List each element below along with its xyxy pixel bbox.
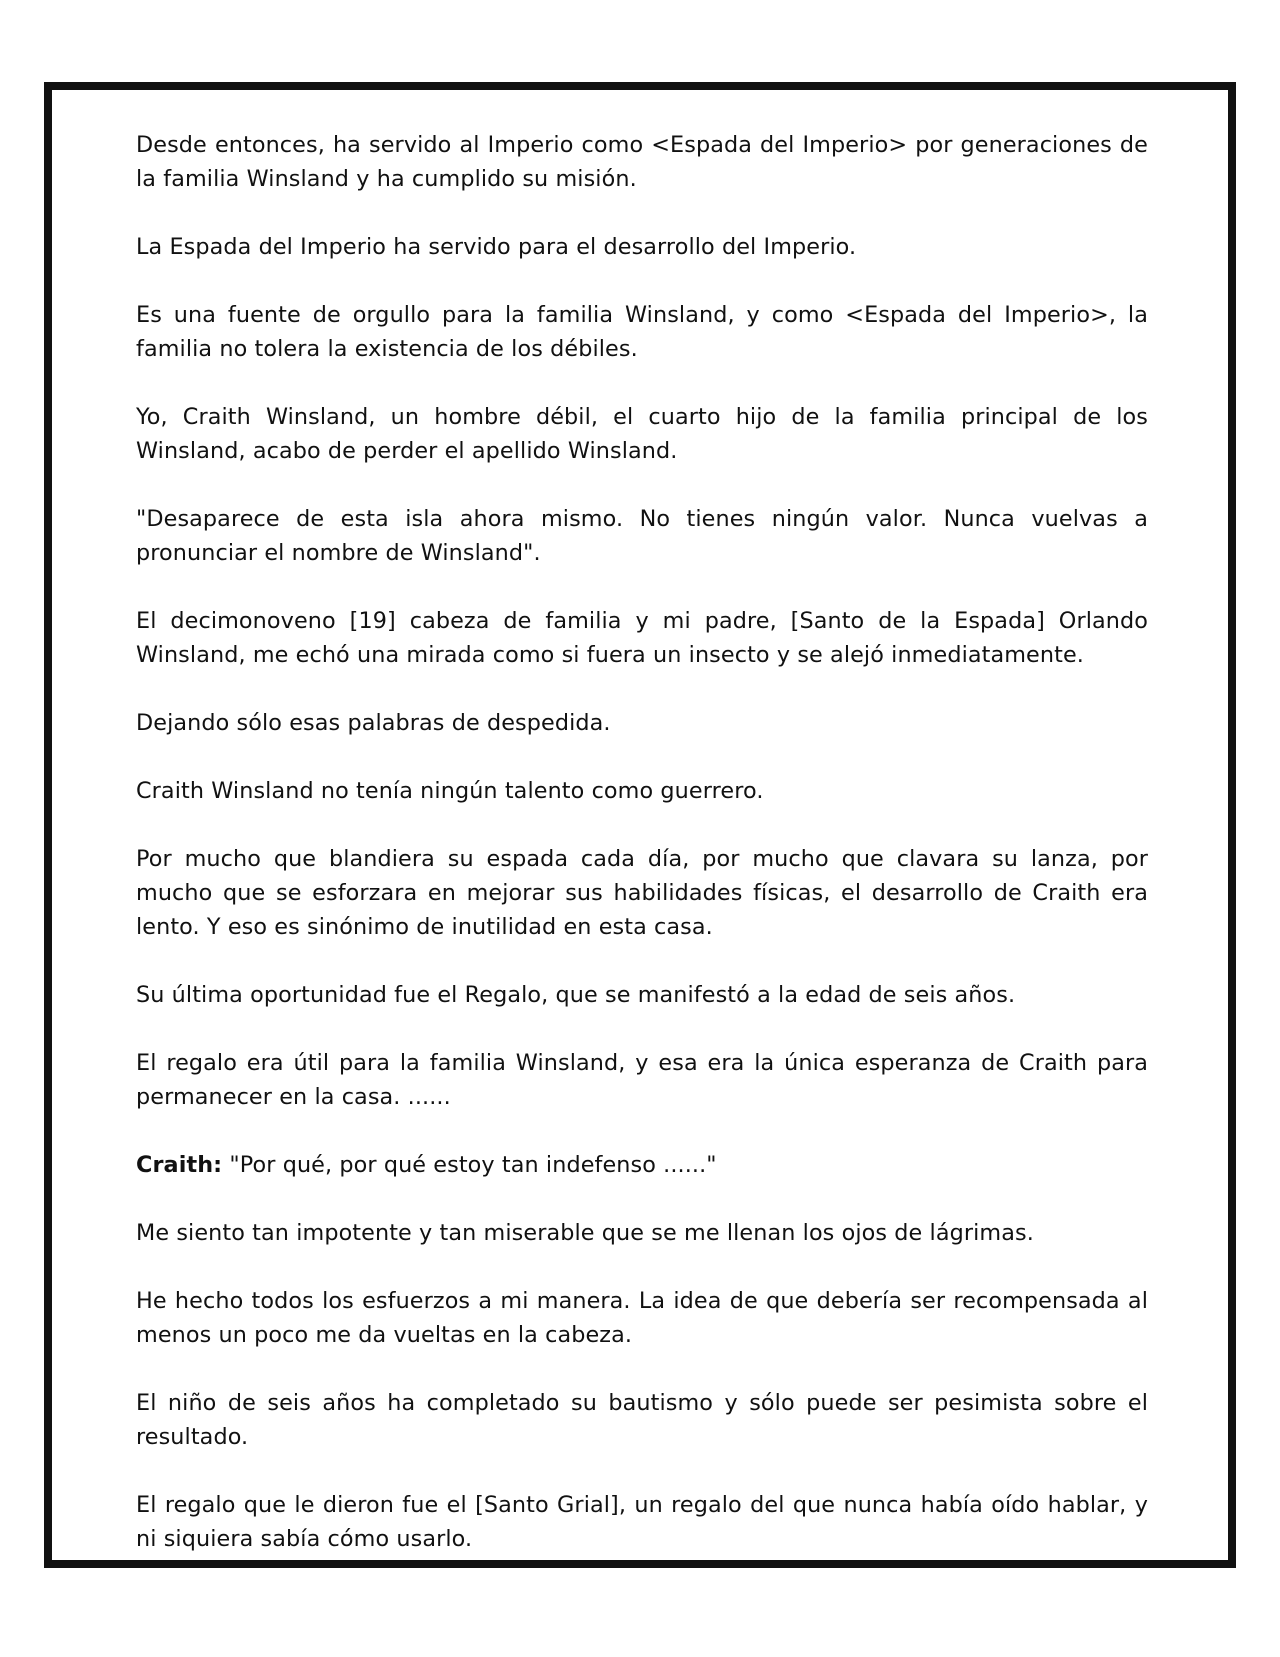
- speaker-name: Craith:: [136, 1152, 223, 1178]
- paragraph: La Espada del Imperio ha servido para el desarrollo del Imperio.: [136, 234, 857, 260]
- paragraph: Desde entonces, ha servido al Imperio como <Espada del Imperio> por generaciones de la familia Winsland y ha cumplido su misión.: [136, 132, 1148, 192]
- paragraph: El regalo que le dieron fue el [Santo Grial], un regalo del que nunca había oído hablar, y ni siquiera sabía cómo usarlo.: [136, 1492, 1148, 1552]
- paragraph: He hecho todos los esfuerzos a mi manera. La idea de que debería ser recompensada al menos un poco me da vueltas en la cabeza.: [136, 1288, 1148, 1348]
- paragraph: Me siento tan impotente y tan miserable que se me llenan los ojos de lágrimas.: [136, 1220, 1034, 1246]
- dialogue-line: "Por qué, por qué estoy tan indefenso ......": [222, 1152, 717, 1178]
- page-frame: [44, 82, 1236, 1568]
- paragraph: El regalo era útil para la familia Winsland, y esa era la única esperanza de Craith para permanecer en la casa. ......: [136, 1050, 1148, 1110]
- paragraph: Su última oportunidad fue el Regalo, que se manifestó a la edad de seis años.: [136, 982, 1016, 1008]
- paragraph: Dejando sólo esas palabras de despedida.: [136, 710, 611, 736]
- paragraph: Por mucho que blandiera su espada cada día, por mucho que clavara su lanza, por mucho que se esforzara en mejorar sus habilidades físicas, el desarrollo de Craith era lento. Y eso es sinónimo de inutilidad en esta casa.: [136, 846, 1148, 940]
- paragraph: Yo, Craith Winsland, un hombre débil, el cuarto hijo de la familia principal de los Winsland, acabo de perder el apellido Winsland.: [136, 404, 1148, 464]
- dialogue-paragraph: [136, 1148, 1148, 1182]
- paragraph: "Desaparece de esta isla ahora mismo. No tienes ningún valor. Nunca vuelvas a pronunciar el nombre de Winsland".: [136, 506, 1148, 566]
- paragraph: Es una fuente de orgullo para la familia Winsland, y como <Espada del Imperio>, la familia no tolera la existencia de los débiles.: [136, 302, 1148, 362]
- text-body: [136, 128, 1148, 1556]
- paragraph: Craith Winsland no tenía ningún talento como guerrero.: [136, 778, 764, 804]
- paragraph: El niño de seis años ha completado su bautismo y sólo puede ser pesimista sobre el resultado.: [136, 1390, 1148, 1450]
- paragraph: El decimonoveno [19] cabeza de familia y mi padre, [Santo de la Espada] Orlando Winsland, me echó una mirada como si fuera un insecto y se alejó inmediatamente.: [136, 608, 1148, 668]
